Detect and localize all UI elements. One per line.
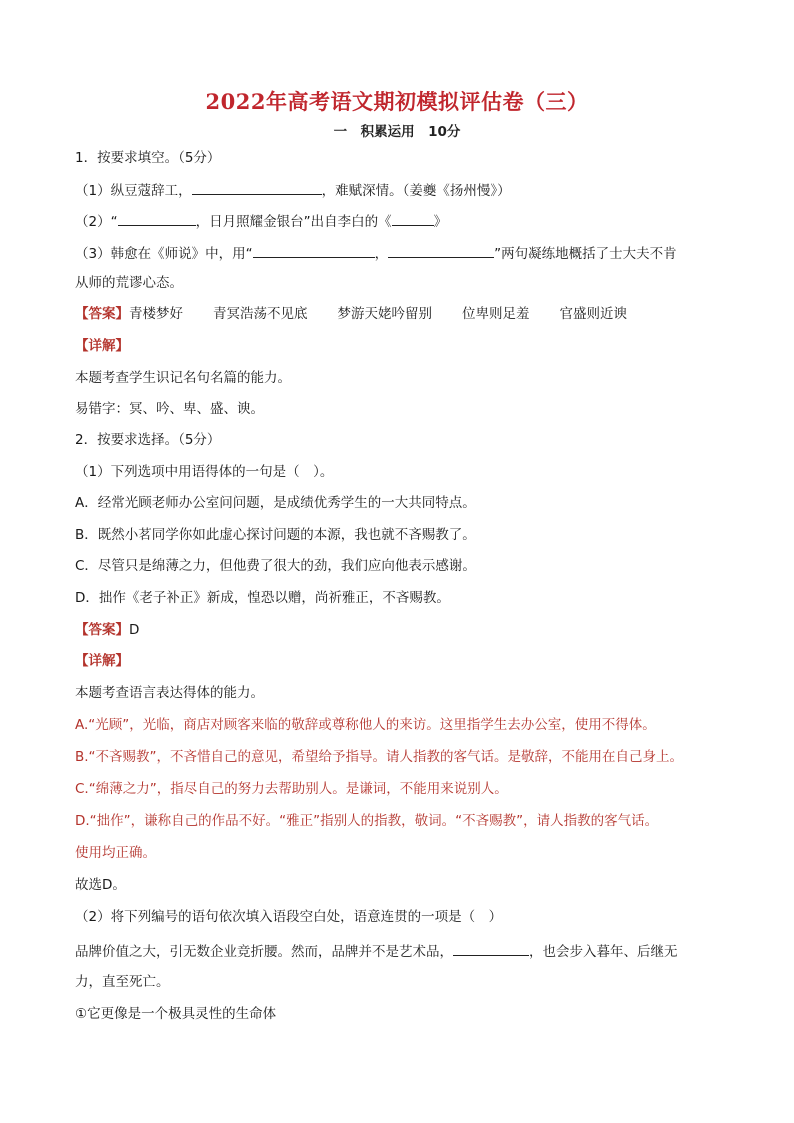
q2-explanation-c: C.“绵薄之力”，指尽自己的努力去帮助别人。是谦词，不能用来说别人。 bbox=[75, 781, 508, 797]
q1-sub3-cont: 从师的荒谬心态。 bbox=[75, 275, 183, 291]
q2-passage-blank bbox=[453, 941, 529, 956]
q2-explanation-d-cont: 使用均正确。 bbox=[75, 845, 156, 861]
q2-answer-value: D bbox=[129, 622, 140, 638]
q1-sub2-blank-1 bbox=[118, 211, 196, 226]
q1-detail-2: 易错字：冥、吟、卑、盛、谀。 bbox=[75, 401, 264, 417]
q1-sub1-pre: （1）纵豆蔻辞工， bbox=[75, 183, 192, 199]
section-heading: 一 积累运用 10分 bbox=[333, 124, 461, 140]
q2-stem: 2．按要求选择。（5分） bbox=[75, 432, 221, 448]
q2-option-c: C．尽管只是绵薄之力，但他费了很大的劲，我们应向他表示感谢。 bbox=[75, 558, 476, 574]
q1-sub2-post: 》 bbox=[433, 214, 448, 230]
q1-answer bbox=[75, 305, 715, 323]
q2-passage bbox=[75, 941, 715, 961]
q2-conclusion: 故选D。 bbox=[75, 877, 126, 893]
q1-sub3-pre: （3）韩愈在《师说》中，用“ bbox=[75, 246, 253, 262]
q1-sub3-blank-1 bbox=[253, 243, 375, 258]
q1-sub2 bbox=[75, 211, 715, 231]
q2-passage-pre: 品牌价值之大，引无数企业竞折腰。然而，品牌并不是艺术品， bbox=[75, 944, 453, 960]
q1-sub3-mid: ， bbox=[374, 246, 389, 262]
q2-sub2: （2）将下列编号的语句依次填入语段空白处，语意连贯的一项是（ ） bbox=[75, 909, 503, 925]
q2-option-b: B．既然小茗同学你如此虚心探讨问题的本源，我也就不吝赐教了。 bbox=[75, 527, 476, 543]
q2-passage-cont: 力，直至死亡。 bbox=[75, 974, 170, 990]
q1-sub3-blank-2 bbox=[388, 243, 494, 258]
q1-sub1-post: ，难赋深情。（姜夔《扬州慢》） bbox=[321, 183, 511, 199]
exam-title: 2022年高考语文期初模拟评估卷（三） bbox=[205, 89, 589, 114]
q2-passage-post: ，也会步入暮年、后继无 bbox=[529, 944, 678, 960]
answer-label: 【答案】 bbox=[75, 622, 129, 638]
q1-sub3 bbox=[75, 243, 715, 263]
q2-answer bbox=[75, 621, 715, 639]
q2-option-d: D．拙作《老子补正》新成，惶恐以赠，尚祈雅正，不吝赐教。 bbox=[75, 590, 450, 606]
q2-detail-label: 【详解】 bbox=[75, 653, 129, 669]
q2-item-1: ①它更像是一个极具灵性的生命体 bbox=[75, 1006, 277, 1022]
q1-answer-item: 官盛则近谀 bbox=[559, 306, 627, 322]
q2-sub1: （1）下列选项中用语得体的一句是（ ）。 bbox=[75, 464, 334, 480]
q2-explanation-a: A.“光顾”，光临，商店对顾客来临的敬辞或尊称他人的来访。这里指学生去办公室，使用不得体。 bbox=[75, 717, 656, 733]
q1-sub2-pre: （2）“ bbox=[75, 214, 118, 230]
q1-answer-item: 位卑则足羞 bbox=[462, 306, 530, 322]
q2-option-a: A．经常光顾老师办公室问问题，是成绩优秀学生的一大共同特点。 bbox=[75, 495, 476, 511]
q1-detail-1: 本题考查学生识记名句名篇的能力。 bbox=[75, 370, 291, 386]
q2-detail-intro: 本题考查语言表达得体的能力。 bbox=[75, 685, 264, 701]
q2-explanation-d: D.“拙作”，谦称自己的作品不好。“雅正”指别人的指教，敬词。“不吝赐教”，请人指教的客气话。 bbox=[75, 813, 659, 829]
q1-answer-item: 青楼梦好 bbox=[129, 306, 183, 322]
q1-sub2-mid: ，日月照耀金银台”出自李白的《 bbox=[195, 214, 392, 230]
q1-detail-label: 【详解】 bbox=[75, 338, 129, 354]
q1-sub2-blank-2 bbox=[392, 211, 434, 226]
q1-sub3-post: ”两句凝练地概括了士大夫不肯 bbox=[494, 246, 677, 262]
q1-answer-item: 青冥浩荡不见底 bbox=[213, 306, 308, 322]
q1-stem: 1．按要求填空。（5分） bbox=[75, 150, 221, 166]
q1-sub1-blank bbox=[192, 180, 322, 195]
q1-sub1 bbox=[75, 180, 715, 200]
answer-label: 【答案】 bbox=[75, 306, 129, 322]
q1-answer-item: 梦游天姥吟留别 bbox=[337, 306, 432, 322]
q2-explanation-b: B.“不吝赐教”，不吝惜自己的意见，希望给予指导。请人指教的客气话。是敬辞，不能用在自己身上。 bbox=[75, 749, 684, 765]
